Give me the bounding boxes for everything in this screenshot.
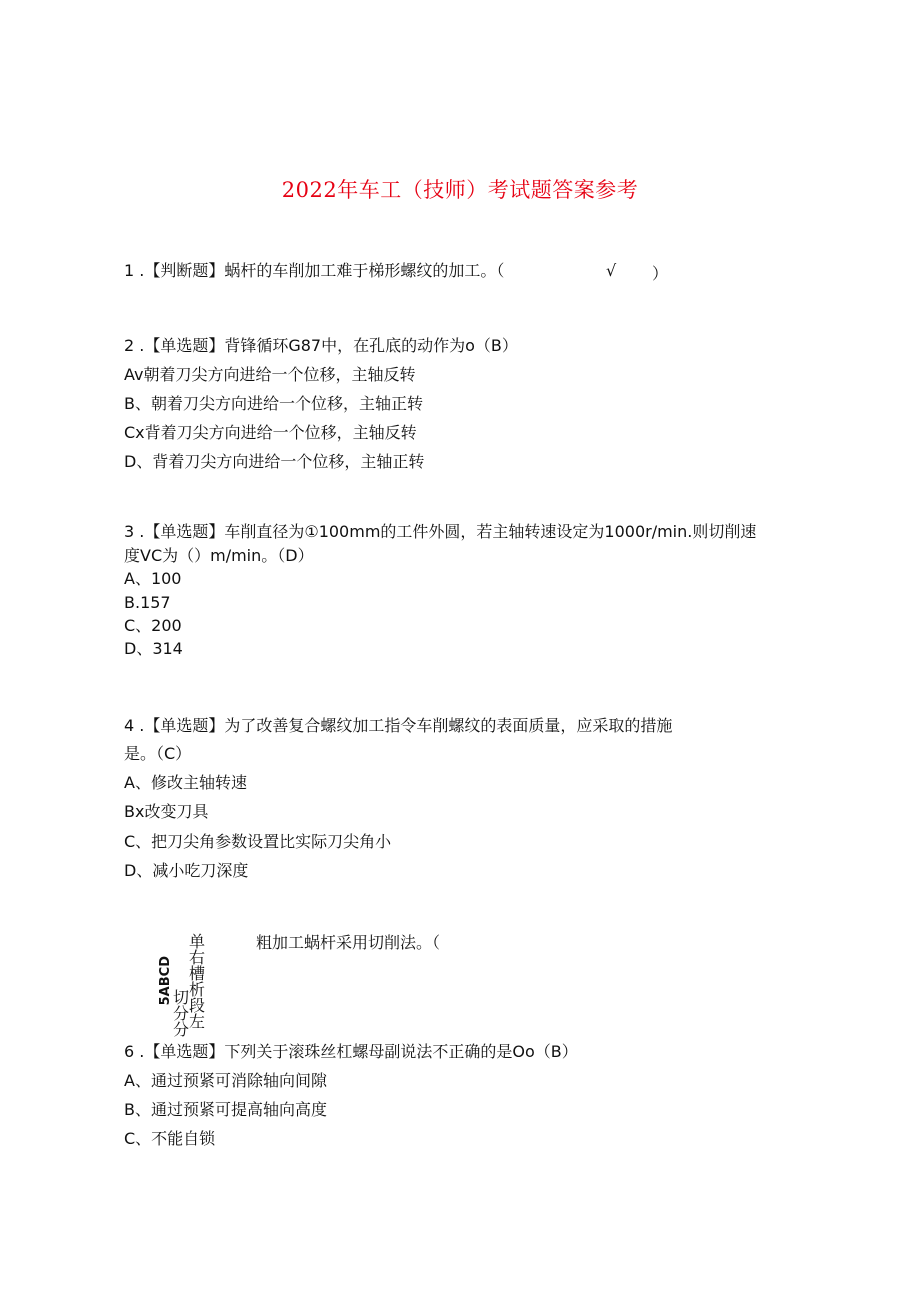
question-1-close: ）: [652, 264, 669, 283]
question-4-option-b: Bx改变刀具: [124, 802, 209, 821]
garble-char: 切: [173, 988, 190, 1007]
question-3-option-c: C、200: [124, 616, 182, 635]
question-3-stem-line2: 度VC为（）m/min。（D）: [124, 546, 314, 565]
question-2-option-a: Av朝着刀尖方向进给一个位移，主轴反转: [124, 365, 416, 384]
question-1-answer: √: [606, 261, 617, 280]
question-4-option-d: D、减小吃刀深度: [124, 861, 249, 880]
question-6-option-a: A、通过预紧可消除轴向间隙: [124, 1071, 327, 1090]
question-2-option-c: Cx背着刀尖方向进给一个位移，主轴反转: [124, 423, 417, 442]
question-3-option-b: B.157: [124, 593, 171, 612]
question-5-garble-col1: [189, 934, 205, 1030]
question-2-option-d: D、背着刀尖方向进给一个位移，主轴正转: [124, 452, 425, 471]
question-2-stem: 2 .【单选题】背锋循环G87中，在孔底的动作为o（B）: [124, 336, 518, 355]
question-4-stem-line2: 是。（C）: [124, 744, 192, 763]
garble-char: 左: [189, 1012, 206, 1031]
question-6-option-c: C、不能自锁: [124, 1129, 216, 1148]
question-5-garble-col2: [173, 990, 189, 1038]
garble-char: 析: [189, 980, 206, 999]
question-1-text: 1 .【判断题】蜗杆的车削加工难于梯形螺纹的加工。（: [124, 261, 505, 280]
garble-char: 单: [189, 932, 206, 951]
document-title: 2022年车工（技师）考试题答案参考: [281, 178, 639, 202]
question-3-option-a: A、100: [124, 569, 182, 588]
garble-char: 段: [189, 996, 206, 1015]
question-6-option-b: B、通过预紧可提高轴向高度: [124, 1100, 327, 1119]
garble-char: 分: [173, 1020, 190, 1039]
garble-char: 槽: [189, 964, 206, 983]
garble-char: 分: [173, 1004, 190, 1023]
question-6-stem: 6 .【单选题】下列关于滚珠丝杠螺母副说法不正确的是Oo（B）: [124, 1042, 578, 1061]
question-5-vertical-labels: 5ABCD: [158, 956, 173, 1006]
garble-char: 右: [189, 948, 206, 967]
question-4-option-c: C、把刀尖角参数设置比实际刀尖角小: [124, 832, 392, 851]
question-4-stem-line1: 4 .【单选题】为了改善复合螺纹加工指令车削螺纹的表面质量，应采取的措施: [124, 716, 673, 735]
question-3-stem-line1: 3 .【单选题】车削直径为①100mm的工件外圆，若主轴转速设定为1000r/min.则切削速: [124, 522, 757, 541]
question-4-option-a: A、修改主轴转速: [124, 773, 247, 792]
question-2-option-b: B、朝着刀尖方向进给一个位移，主轴正转: [124, 394, 423, 413]
question-5-stem: 粗加工蜗杆采用切削法。（: [256, 933, 441, 952]
question-3-option-d: D、314: [124, 639, 183, 658]
